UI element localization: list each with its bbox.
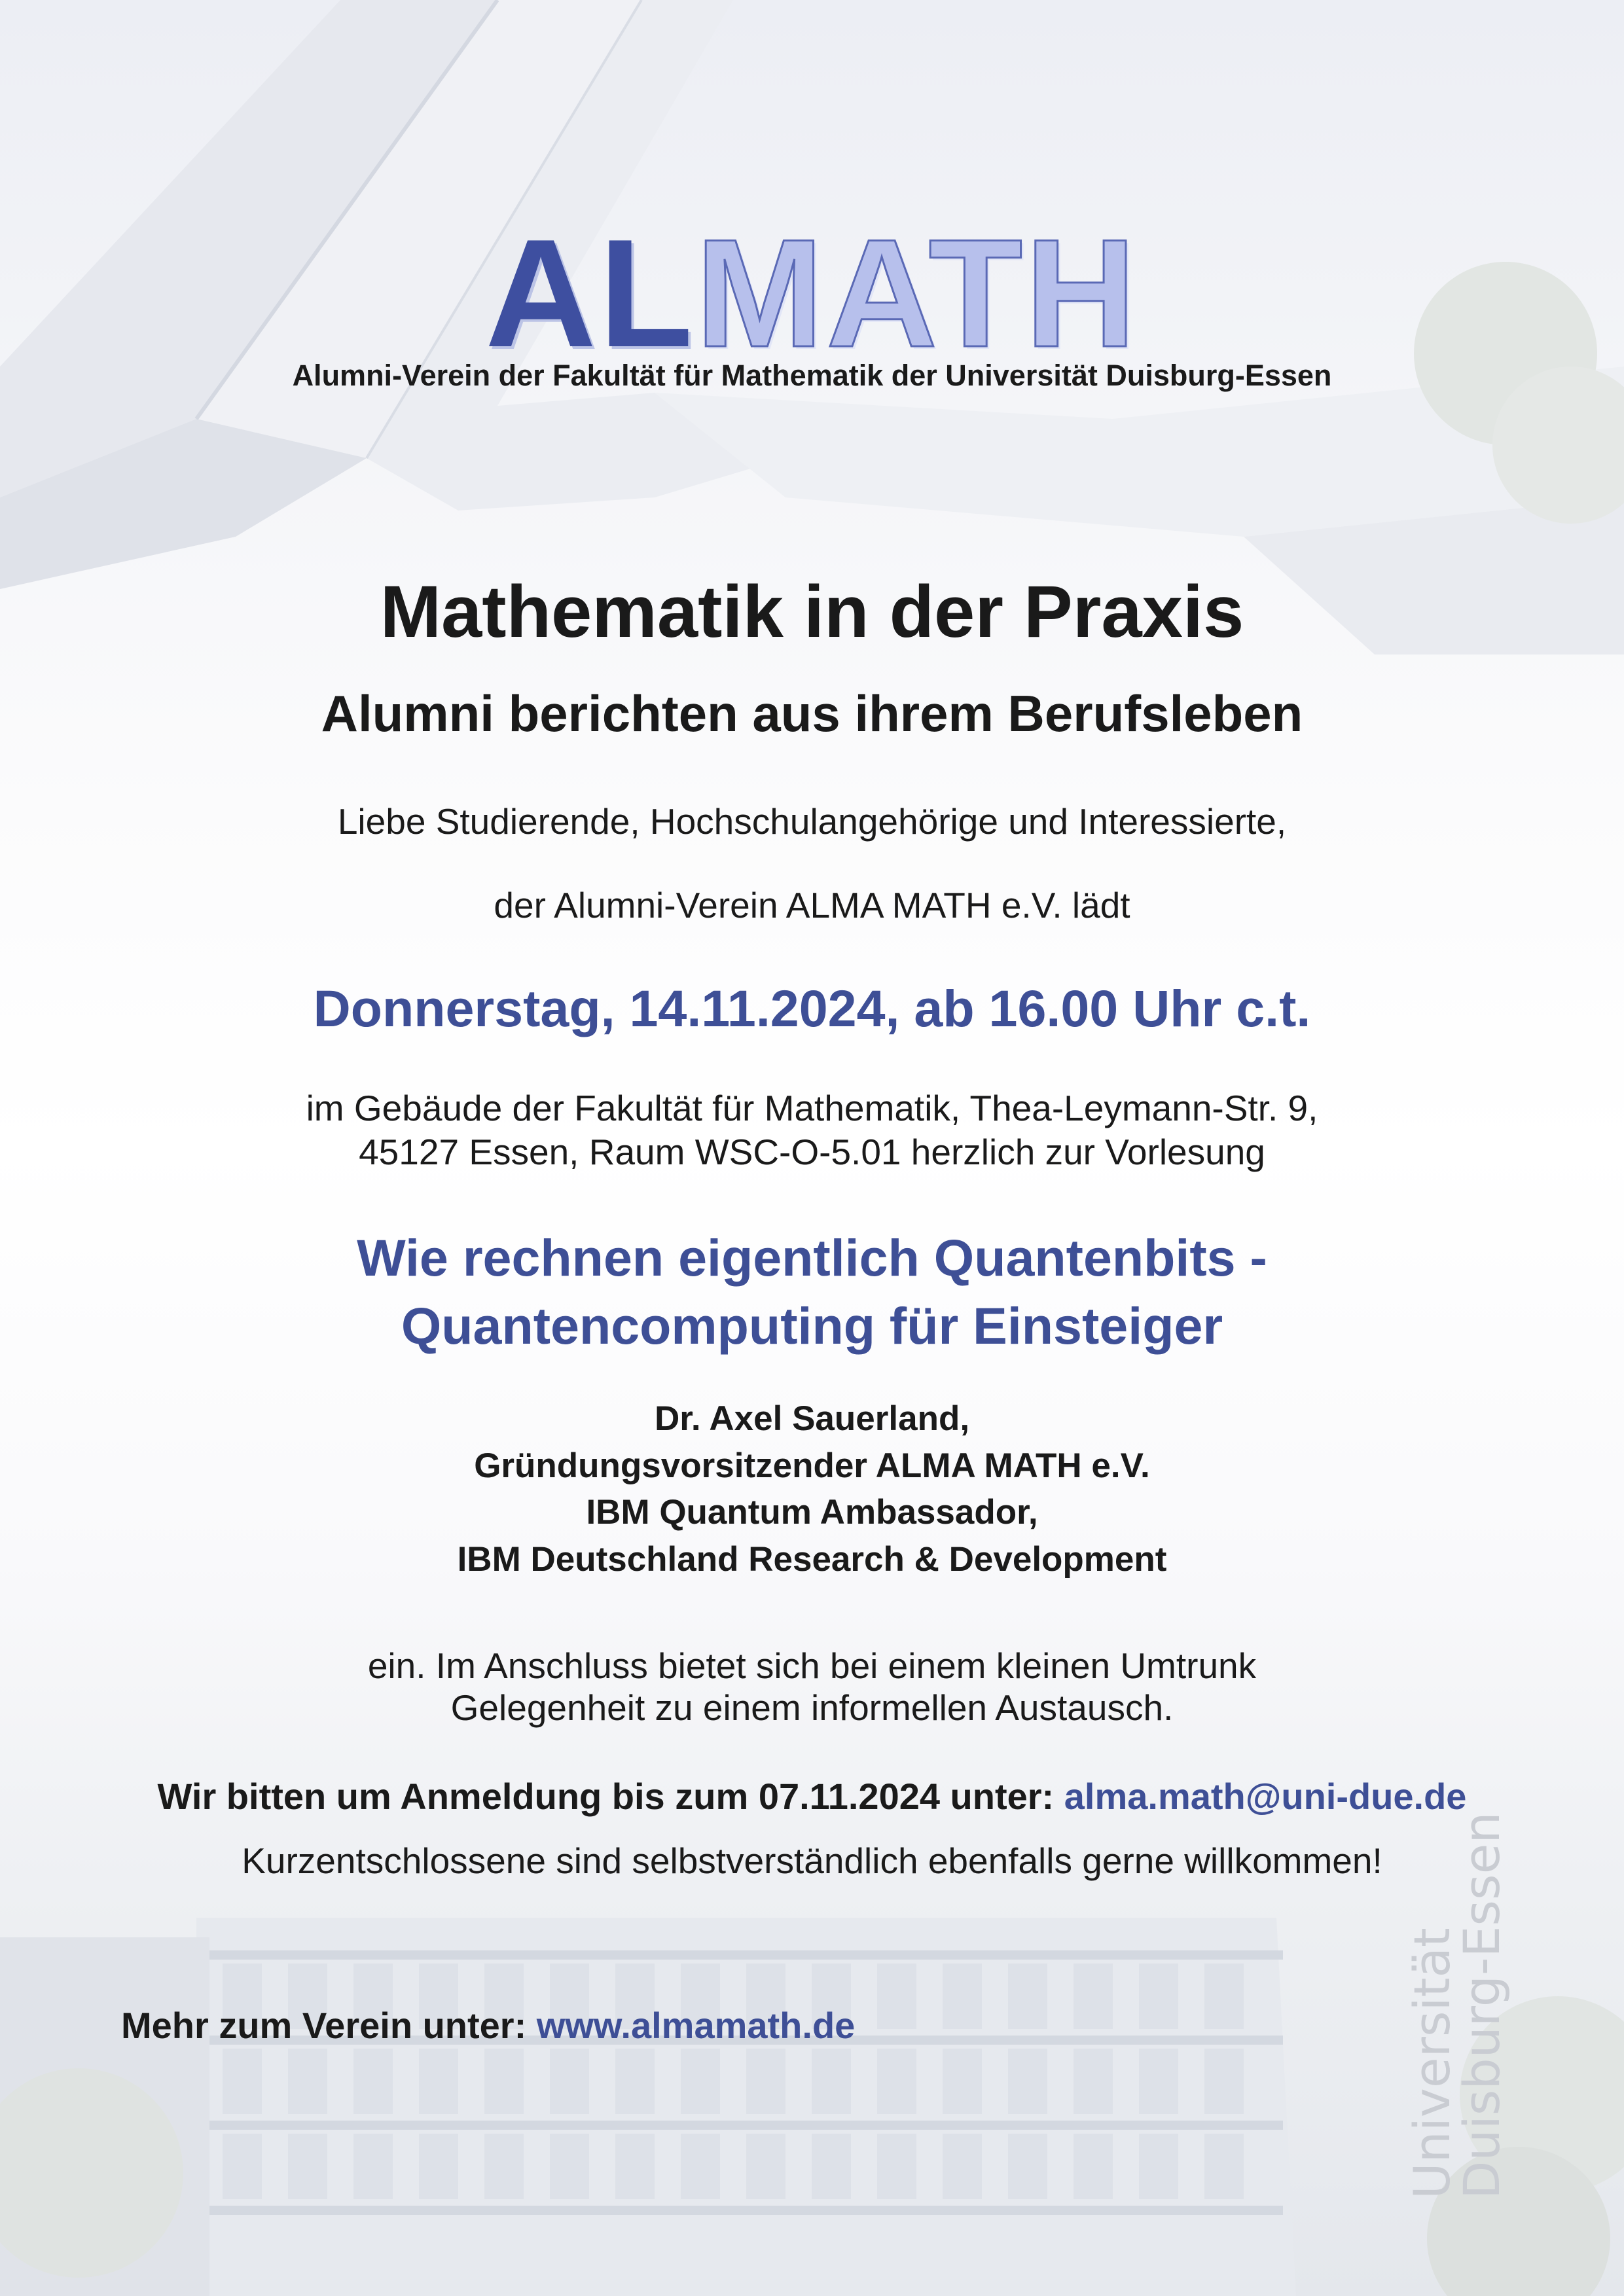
more-info-line	[121, 2004, 855, 2047]
closing-line-2: Gelegenheit zu einem informellen Austausch.	[450, 1687, 1174, 1728]
closing-line-1: ein. Im Anschluss bietet sich bei einem kleinen Umtrunk	[367, 1645, 1257, 1686]
registration-note: Kurzentschlossene sind selbstverständlich ebenfalls gerne willkommen!	[242, 1840, 1382, 1881]
page-subtitle: Alumni berichten aus ihrem Berufsleben	[321, 685, 1303, 742]
logo-tagline: Alumni-Verein der Fakultät für Mathematik der Universität Duisburg-Essen	[292, 359, 1332, 392]
speaker-role-1: Gründungsvorsitzender ALMA MATH e.V.	[474, 1446, 1150, 1485]
page-title: Mathematik in der Praxis	[380, 571, 1244, 653]
logo-part-math: MATH	[695, 207, 1139, 379]
logo-part-al: AL	[485, 207, 696, 379]
university-sign	[1403, 1812, 1511, 2199]
more-info-text: Mehr zum Verein unter:	[121, 2005, 537, 2046]
location-line-1: im Gebäude der Fakultät für Mathematik, Thea-Leymann-Str. 9,	[306, 1088, 1318, 1128]
speaker-info	[0, 1395, 1624, 1583]
registration-text: Wir bitten um Anmeldung bis zum 07.11.2024 unter:	[157, 1776, 1064, 1817]
talk-title-line-1: Wie rechnen eigentlich Quantenbits -	[357, 1229, 1267, 1287]
talk-title-line-2: Quantencomputing für Einsteiger	[401, 1297, 1223, 1355]
university-sign-line-1: Universität	[1403, 1928, 1461, 2199]
website-link[interactable]: www.almamath.de	[536, 2005, 856, 2046]
event-date: Donnerstag, 14.11.2024, ab 16.00 Uhr c.t.	[313, 979, 1311, 1037]
speaker-role-2: IBM Quantum Ambassador,	[586, 1493, 1038, 1532]
registration-email-link[interactable]: alma.math@uni-due.de	[1064, 1776, 1467, 1817]
invite-text: der Alumni-Verein ALMA MATH e.V. lädt	[494, 885, 1130, 925]
speaker-role-3: IBM Deutschland Research & Development	[457, 1539, 1167, 1579]
registration-line	[0, 1775, 1624, 1818]
talk-title	[0, 1224, 1624, 1361]
university-sign-line-2: Duisburg-Essen	[1453, 1812, 1511, 2199]
location-line-2: 45127 Essen, Raum WSC-O-5.01 herzlich zur Vorlesung	[359, 1132, 1265, 1172]
greeting-text: Liebe Studierende, Hochschulangehörige und Interessierte,	[337, 801, 1287, 842]
speaker-name: Dr. Axel Sauerland,	[654, 1399, 970, 1438]
